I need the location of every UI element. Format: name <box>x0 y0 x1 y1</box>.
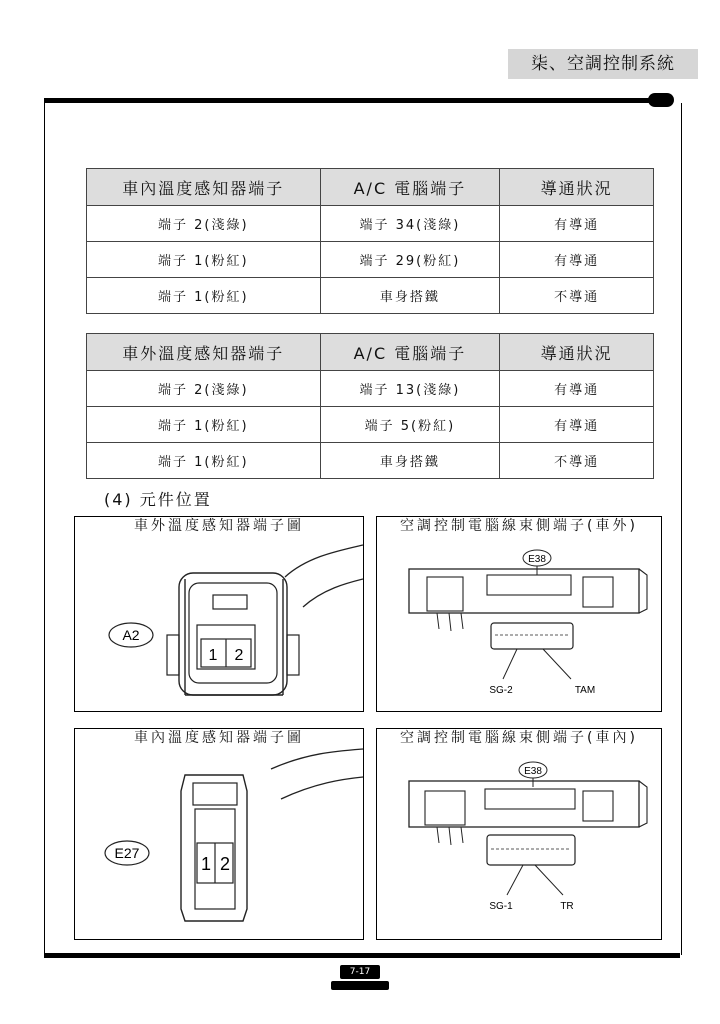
table-header-row <box>87 334 654 371</box>
table-cell: 端子 1(粉紅) <box>87 242 321 278</box>
outside-sensor-continuity-table <box>86 333 654 479</box>
table-row <box>87 206 654 242</box>
publisher-logo <box>331 981 389 990</box>
figure-title: 空調控制電腦線束側端子(車內) <box>400 730 638 746</box>
figure-title: 車外溫度感知器端子圖 <box>134 518 304 534</box>
table-row <box>87 278 654 314</box>
figure-title: 空調控制電腦線束側端子(車外) <box>400 518 638 534</box>
column-header: 車外溫度感知器端子 <box>87 334 321 371</box>
chapter-title: 柒、空調控制系統 <box>508 49 698 79</box>
computer-inside-figure <box>376 728 662 940</box>
table-cell: 端子 13(淺綠) <box>320 371 500 407</box>
column-header: A/C 電腦端子 <box>320 334 500 371</box>
column-header: 車內溫度感知器端子 <box>87 169 321 206</box>
terminal-label: TAM <box>574 685 596 696</box>
table-cell: 端子 1(粉紅) <box>87 278 321 314</box>
table-cell: 車身搭鐵 <box>320 278 500 314</box>
table-cell: 有導通 <box>500 242 654 278</box>
column-header: 導通狀況 <box>500 169 654 206</box>
table-row <box>87 371 654 407</box>
table-row <box>87 242 654 278</box>
inside-sensor-figure <box>74 728 364 940</box>
table-row <box>87 443 654 479</box>
terminal-label: SG-2 <box>489 685 513 696</box>
table-cell: 有導通 <box>500 407 654 443</box>
table-cell: 車身搭鐵 <box>320 443 500 479</box>
inside-sensor-illustration <box>75 729 363 939</box>
table-cell: 端子 1(粉紅) <box>87 407 321 443</box>
table-cell: 有導通 <box>500 371 654 407</box>
table-cell: 端子 5(粉紅) <box>320 407 500 443</box>
figure-title: 車內溫度感知器端子圖 <box>134 730 304 746</box>
column-header: A/C 電腦端子 <box>320 169 500 206</box>
table-cell: 有導通 <box>500 206 654 242</box>
table-cell: 端子 1(粉紅) <box>87 443 321 479</box>
table-header-row <box>87 169 654 206</box>
pin-label: 1 <box>208 647 218 664</box>
bottom-rule <box>44 953 680 958</box>
pin-label: 2 <box>234 647 244 664</box>
page-number: 7-17 <box>340 965 380 979</box>
pin-label: 2 <box>219 854 231 874</box>
table-cell: 端子 2(淺綠) <box>87 206 321 242</box>
connector-label: E38 <box>528 554 546 565</box>
table-cell: 不導通 <box>500 278 654 314</box>
column-header: 導通狀況 <box>500 334 654 371</box>
computer-inside-illustration <box>377 729 661 939</box>
terminal-label: SG-1 <box>489 901 513 912</box>
computer-outside-illustration <box>377 517 661 711</box>
table-cell: 端子 2(淺綠) <box>87 371 321 407</box>
outside-sensor-figure <box>74 516 364 712</box>
outside-sensor-illustration <box>75 517 363 711</box>
connector-label: E38 <box>524 766 542 777</box>
table-cell: 端子 29(粉紅) <box>320 242 500 278</box>
section-heading: (4) 元件位置 <box>104 490 212 509</box>
pin-label: 1 <box>200 854 212 874</box>
table-cell: 端子 34(淺綠) <box>320 206 500 242</box>
table-cell: 不導通 <box>500 443 654 479</box>
terminal-label: TR <box>560 901 574 912</box>
connector-label: E27 <box>114 845 140 861</box>
table-row <box>87 407 654 443</box>
computer-outside-figure <box>376 516 662 712</box>
inside-sensor-continuity-table <box>86 168 654 314</box>
connector-label: A2 <box>122 627 140 643</box>
